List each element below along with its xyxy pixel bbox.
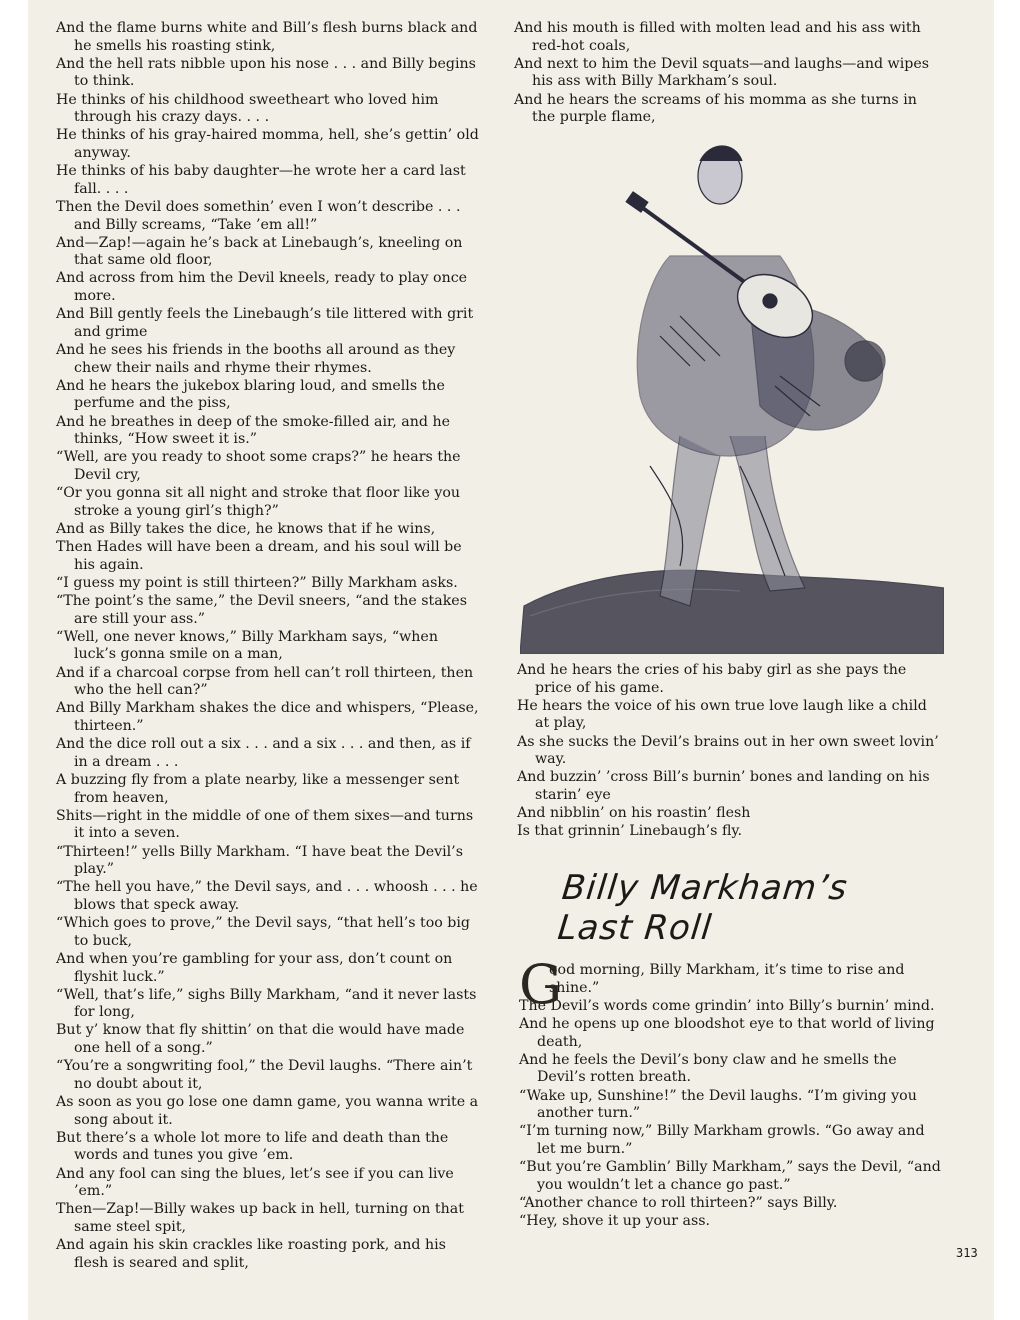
poem-line: “Well, that’s life,” sighs Billy Markham, “and it never lasts for long, (56, 986, 477, 1021)
poem-line: “Well, are you ready to shoot some craps?” he hears the Devil cry, (56, 449, 461, 483)
poem-line: And he sees his friends in the booths all around as they chew their nails and rhyme their rhymes. (56, 342, 456, 376)
poem-line: But there’s a whole lot more to life and death than the words and tunes you give ’em. (56, 1129, 449, 1164)
poem-line: Then Hades will have been a dream, and his soul will be his again. (56, 539, 462, 573)
poem-line: “Which goes to prove,” the Devil says, “that hell’s too big to buck, (56, 915, 470, 949)
poem-line: “Hey, shove it up your ass. (519, 1213, 711, 1230)
poem-line: And Billy Markham shakes the dice and whispers, “Please, thirteen.” (56, 700, 479, 735)
poem-line: “Thirteen!” yells Billy Markham. “I have beat the Devil’s play.” (56, 843, 463, 878)
poem-line: And—Zap!—again he’s back at Linebaugh’s, kneeling on that same old floor, (56, 234, 463, 269)
poem-line: And he feels the Devil’s bony claw and he smells the Devil’s rotten breath. (519, 1051, 897, 1086)
poem-line: Shits—right in the middle of one of them sixes—and turns it into a seven. (56, 807, 474, 842)
page-number: 313 (956, 1246, 978, 1260)
poem-line: And as Billy takes the dice, he knows that if he wins, (56, 520, 436, 537)
poem-line: “Wake up, Sunshine!” the Devil laughs. “I’m giving you another turn.” (519, 1087, 917, 1122)
poem-line: “I guess my point is still thirteen?” Billy Markham asks. (56, 574, 458, 591)
poem-line: And he opens up one bloodshot eye to that world of living death, (519, 1015, 935, 1050)
poem-line: And if a charcoal corpse from hell can’t roll thirteen, then who the hell can?” (56, 664, 474, 699)
left-poem-column (56, 20, 484, 1273)
poem-line: And when you’re gambling for your ass, don’t count on flyshit luck.” (56, 950, 453, 985)
poem-line: “The point’s the same,” the Devil sneers, “and the stakes are still your ass.” (56, 593, 467, 627)
illustration-figure-with-guitar (520, 136, 944, 654)
section-title: Billy Markham’s Last Roll (555, 868, 850, 948)
poem-line: “But you’re Gamblin’ Billy Markham,” says the Devil, “and you wouldn’t let a chance go past.” (519, 1159, 941, 1193)
poem-line: He thinks of his gray-haired momma, hell, she’s gettin’ old anyway. (56, 127, 479, 161)
poem-line: And he breathes in deep of the smoke-filled air, and he thinks, “How sweet it is.” (56, 413, 451, 448)
poem-line: “Another chance to roll thirteen?” says Billy. (519, 1194, 838, 1211)
poem-line: He thinks of his childhood sweetheart who loved him through his crazy days. . . . (56, 91, 439, 126)
poem-line: Then the Devil does somethin’ even I won’t describe . . . and Billy screams, “Take ’em all!” (56, 198, 461, 233)
poem-line: And buzzin’ ’cross Bill’s burnin’ bones and landing on his starin’ eye (517, 769, 930, 803)
poem-line: Then—Zap!—Billy wakes up back in hell, turning on that same steel spit, (56, 1201, 464, 1235)
poem-line: And the hell rats nibble upon his nose . . . and Billy begins to think. (56, 55, 476, 90)
poem-line: And the flame burns white and Bill’s flesh burns black and he smells his roasting stink, (56, 20, 478, 54)
poem-line: “The hell you have,” the Devil says, and . . . whoosh . . . he blows that speck away. (56, 879, 478, 913)
poem-line: A buzzing fly from a plate nearby, like a messenger sent from heaven, (56, 772, 460, 806)
poem-line: And across from him the Devil kneels, ready to play once more. (56, 270, 468, 305)
poem-line: “You’re a songwriting fool,” the Devil laughs. “There ain’t no doubt about it, (56, 1058, 473, 1092)
poem-line: And the dice roll out a six . . . and a six . . . and then, as if in a dream . . . (56, 736, 471, 770)
poem-line: “Or you gonna sit all night and stroke that floor like you stroke a young girl’s thigh?” (56, 485, 461, 519)
poem-line: And his mouth is filled with molten lead and his ass with red-hot coals, (514, 20, 921, 54)
poem-line: But y’ know that fly shittin’ on that die would have made one hell of a song.” (56, 1022, 465, 1057)
poem-line: He hears the voice of his own true love laugh like a child at play, (517, 697, 927, 732)
poem-line: As she sucks the Devil’s brains out in her own sweet lovin’ way. (517, 733, 939, 768)
poem-line: “Well, one never knows,” Billy Markham says, “when luck’s gonna smile on a man, (56, 628, 438, 663)
poem-line: As soon as you go lose one damn game, you wanna write a song about it. (56, 1094, 479, 1128)
right-poem-column-top (514, 20, 942, 127)
poem-line: ood morning, Billy Markham, it’s time to rise and shine.” (549, 962, 905, 996)
poem-line: And again his skin crackles like roasting pork, and his flesh is seared and split, (56, 1237, 446, 1271)
poem-line: And any fool can sing the blues, let’s see if you can live ’em.” (56, 1165, 454, 1200)
poem-line: And he hears the cries of his baby girl as she pays the price of his game. (517, 662, 907, 696)
poem-line: And next to him the Devil squats—and laughs—and wipes his ass with Billy Markham’s soul. (514, 55, 929, 90)
poem-line: He thinks of his baby daughter—he wrote her a card last fall. . . . (56, 163, 466, 197)
poem-line: Is that grinnin’ Linebaugh’s fly. (517, 823, 743, 840)
drop-cap: G (519, 953, 563, 1016)
poem-line: The Devil’s words come grindin’ into Billy’s burnin’ mind. (519, 997, 935, 1014)
right-poem-column-bottom (519, 953, 942, 1231)
poem-line: And he hears the jukebox blaring loud, and smells the perfume and the piss, (56, 377, 445, 412)
poem-line: “I’m turning now,” Billy Markham growls. “Go away and let me burn.” (519, 1123, 925, 1157)
poem-line: And he hears the screams of his momma as she turns in the purple flame, (514, 91, 917, 126)
poem-line: And Bill gently feels the Linebaugh’s tile littered with grit and grime (56, 306, 474, 340)
right-poem-column-mid (517, 662, 942, 842)
poem-line: And nibblin’ on his roastin’ flesh (517, 805, 751, 822)
